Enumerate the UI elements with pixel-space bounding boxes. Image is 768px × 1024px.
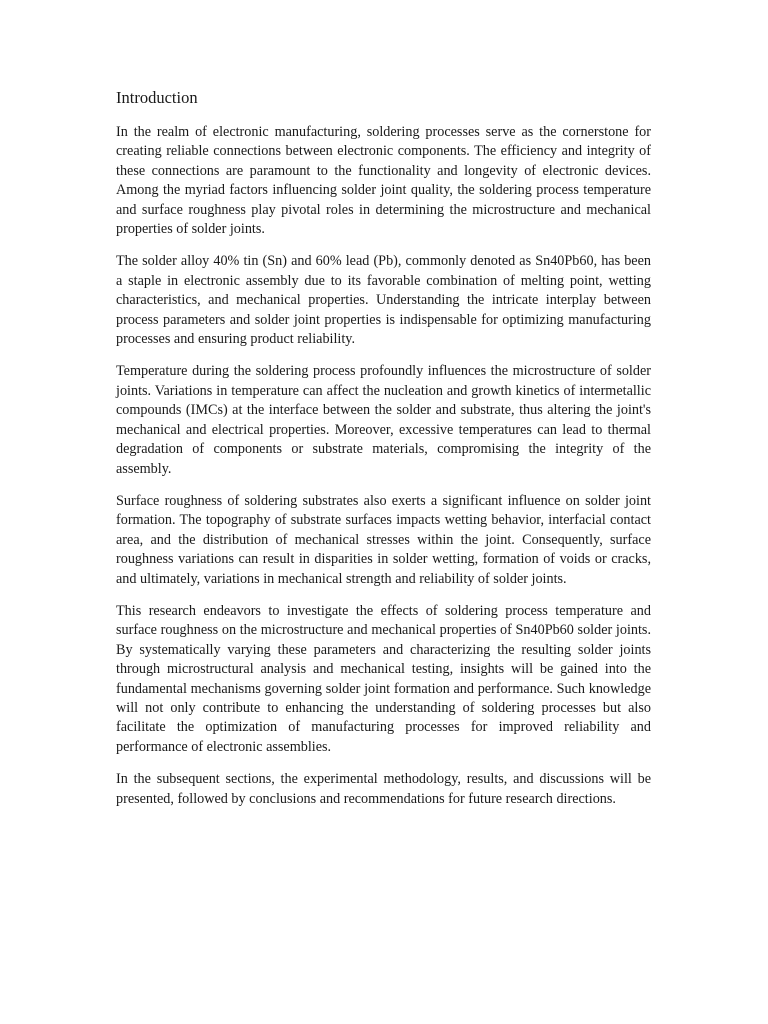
- paragraph-4: Surface roughness of soldering substrates also exerts a significant influence on solder joint formation. The topography of substrate surfaces impacts wetting behavior, interfacial contact area, and the distribution of mechanical stresses within the joint. Consequently, surface roughness variations can result in disparities in solder wetting, formation of voids or cracks, and ultimately, variations in mechanical strength and reliability of solder joints.: [116, 492, 651, 587]
- section-heading: Introduction: [116, 88, 198, 107]
- document-body: [116, 86, 651, 822]
- paragraph-2: The solder alloy 40% tin (Sn) and 60% lead (Pb), commonly denoted as Sn40Pb60, has been a staple in electronic assembly due to its favorable combination of melting point, wetting characteristics, and mechanical properties. Understanding the intricate interplay between process parameters and solder joint properties is indispensable for optimizing manufacturing processes and ensuring product reliability.: [116, 253, 651, 348]
- paragraph-3: Temperature during the soldering process profoundly influences the microstructure of solder joints. Variations in temperature can affect the nucleation and growth kinetics of intermetallic compounds (IMCs) at the interface between the solder and substrate, thus altering the joint's mechanical and electrical properties. Moreover, excessive temperatures can lead to thermal degradation of components or substrate materials, compromising the integrity of the assembly.: [116, 363, 651, 477]
- paragraph-6: In the subsequent sections, the experimental methodology, results, and discussions will be presented, followed by conclusions and recommendations for future research directions.: [116, 771, 651, 807]
- paragraph-5: This research endeavors to investigate the effects of soldering process temperature and surface roughness on the microstructure and mechanical properties of Sn40Pb60 solder joints. By systematically varying these parameters and characterizing the resulting solder joints through microstructural analysis and mechanical testing, insights will be gained into the fundamental mechanisms governing solder joint formation and performance. Such knowledge will not only contribute to enhancing the understanding of soldering processes but also facilitate the optimization of manufacturing processes for improved reliability and performance of electronic assemblies.: [116, 602, 651, 755]
- paragraph-1: In the realm of electronic manufacturing, soldering processes serve as the cornerstone for creating reliable connections between electronic components. The efficiency and integrity of these connections are paramount to the functionality and longevity of electronic devices. Among the myriad factors influencing solder joint quality, the soldering process temperature and surface roughness play pivotal roles in determining the microstructure and mechanical properties of solder joints.: [116, 124, 651, 238]
